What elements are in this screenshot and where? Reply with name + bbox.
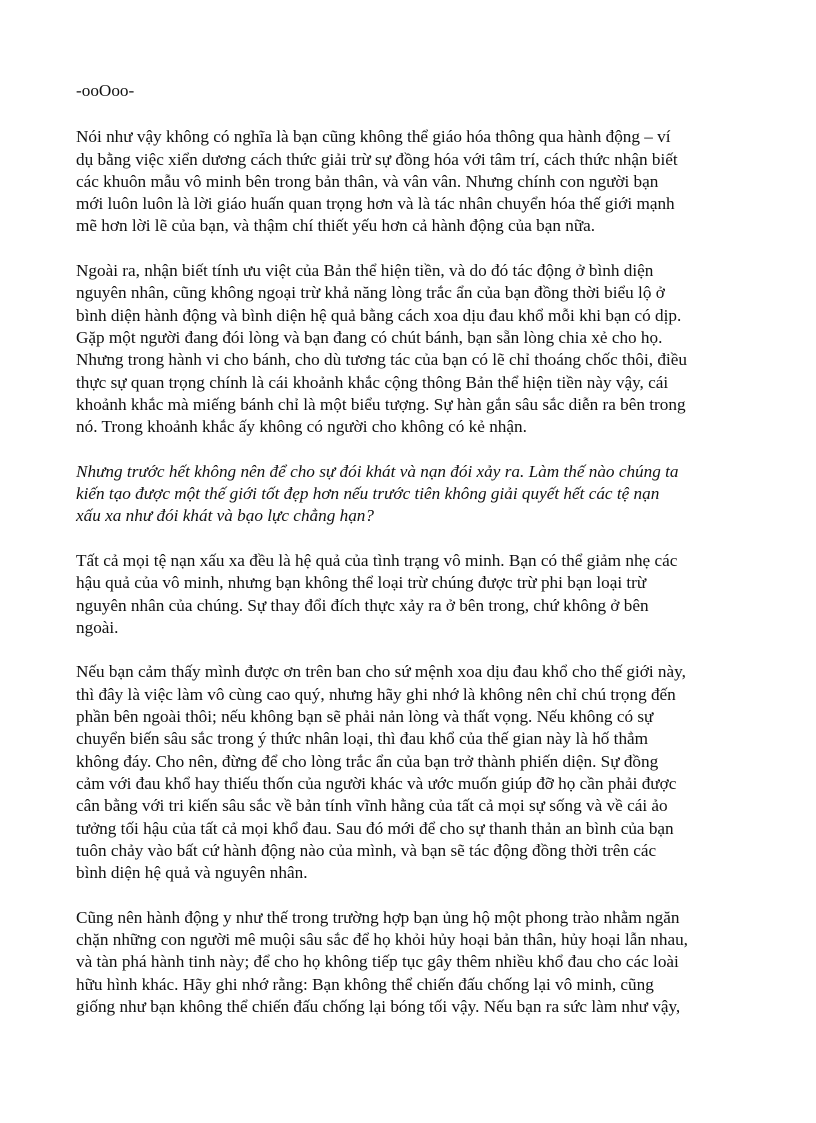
paragraph-line: bình diện hành động và bình diện hệ quả bằng cách xoa dịu đau khổ mỗi khi bạn có dịp. [76,305,682,325]
paragraph-line: Tất cả mọi tệ nạn xấu xa đều là hệ quả của tình trạng vô minh. Bạn có thể giảm nhẹ các [76,550,678,570]
paragraph-line: nguyên nhân của chúng. Sự thay đổi đích thực xảy ra ở bên trong, chứ không ở bên [76,595,649,615]
paragraph-line: và tàn phá hành tinh này; để cho họ không tiếp tục gây thêm nhiều khổ đau cho các loài [76,952,679,972]
paragraph-line: cảm với đau khổ hay thiếu thốn của người khác và ước muốn giúp đỡ họ cần phải được [76,773,677,793]
paragraph-line: nó. Trong khoảnh khắc ấy không có người cho không có kẻ nhận. [76,417,527,437]
body-paragraph [76,461,756,528]
paragraph-line: ngoài. [76,617,119,637]
paragraph-line: chặn những con người mê muội sâu sắc để họ khỏi hủy hoại bản thân, hủy hoại lẫn nhau, [76,929,688,949]
document-page [76,80,756,1040]
paragraph-line: xấu xa như đói khát và bạo lực chẳng hạn? [76,506,374,526]
section-separator: -ooOoo- [76,81,135,100]
paragraph-line: hậu quả của vô minh, nhưng bạn không thể loại trừ chúng được trừ phi bạn loại trừ [76,573,647,593]
paragraph-line: kiến tạo được một thế giới tốt đẹp hơn nếu trước tiên không giải quyết hết các tệ nạn [76,484,660,504]
paragraph-line: không đáy. Cho nên, đừng để cho lòng trắc ẩn của bạn trở thành phiến diện. Sự đồng [76,751,659,771]
paragraph-line: Nhưng trước hết không nên để cho sự đói khát và nạn đói xảy ra. Làm thế nào chúng ta [76,461,679,481]
body-paragraph [76,126,756,237]
body-paragraph [76,550,756,639]
paragraph-line: các khuôn mẫu vô minh bên trong bản thân, và vân vân. Nhưng chính con người bạn [76,171,659,191]
paragraph-line: hữu hình khác. Hãy ghi nhớ rằng: Bạn không thể chiến đấu chống lại vô minh, cũng [76,974,654,994]
paragraph-line: mới luôn luôn là lời giáo huấn quan trọng hơn và là tác nhân chuyển hóa thế giới mạnh [76,194,675,214]
paragraph-line: Nói như vậy không có nghĩa là bạn cũng không thể giáo hóa thông qua hành động – ví [76,127,671,147]
body-paragraph [76,260,756,438]
paragraph-line: cân bằng với tri kiến sâu sắc về bản tính vĩnh hằng của tất cả mọi sự sống và về cái ảo [76,796,668,816]
paragraph-line: Ngoài ra, nhận biết tính ưu việt của Bản thể hiện tiền, và do đó tác động ở bình diện [76,261,654,281]
paragraph-line: tuôn chảy vào bất cứ hành động nào của mình, và bạn sẽ tác động đồng thời trên các [76,840,657,860]
paragraph-line: Cũng nên hành động y như thế trong trường hợp bạn ủng hộ một phong trào nhằm ngăn [76,907,680,927]
paragraph-line: thì đây là việc làm vô cùng cao quý, nhưng hãy ghi nhớ là không nên chỉ chú trọng đến [76,684,676,704]
paragraph-line: giống như bạn không thể chiến đấu chống lại bóng tối vậy. Nếu bạn ra sức làm như vậy, [76,996,681,1016]
paragraph-line: Gặp một người đang đói lòng và bạn đang có chút bánh, bạn sẵn lòng chia xẻ cho họ. [76,327,663,347]
paragraph-line: mẽ hơn lời lẽ của bạn, và thậm chí thiết yếu hơn cả hành động của bạn nữa. [76,216,596,236]
paragraph-line: phần bên ngoài thôi; nếu không bạn sẽ phải nản lòng và thất vọng. Nếu không có sự [76,707,654,727]
paragraph-line: dụ bằng việc xiển dương cách thức giải trừ sự đồng hóa với tâm trí, cách thức nhận biết [76,149,678,169]
paragraph-line: Nhưng trong hành vi cho bánh, cho dù tương tác của bạn có lẽ chỉ thoáng chốc thôi, điều [76,350,687,370]
paragraph-line: nguyên nhân, cũng không ngoại trừ khả năng lòng trắc ẩn của bạn đồng thời biểu lộ ở [76,283,665,303]
paragraph-line: khoảnh khắc mà miếng bánh chỉ là một biểu tượng. Sự hàn gắn sâu sắc diễn ra bên trong [76,394,686,414]
paragraph-line: thực sự quan trọng chính là cái khoảnh khắc cộng thông Bản thể hiện tiền này vậy, cái [76,372,669,392]
paragraph-line: bình diện hệ quả và nguyên nhân. [76,863,308,883]
paragraph-list [76,126,756,1018]
body-paragraph [76,661,756,884]
paragraph-line: tưởng tối hậu của tất cả mọi khổ đau. Sau đó mới để cho sự thanh thản an bình của bạn [76,818,674,838]
paragraph-line: chuyển biến sâu sắc trong ý thức nhân loại, thì đau khổ của thế gian này là hố thẳm [76,729,649,749]
paragraph-line: Nếu bạn cảm thấy mình được ơn trên ban cho sứ mệnh xoa dịu đau khổ cho thế giới này, [76,662,686,682]
body-paragraph [76,907,756,1018]
